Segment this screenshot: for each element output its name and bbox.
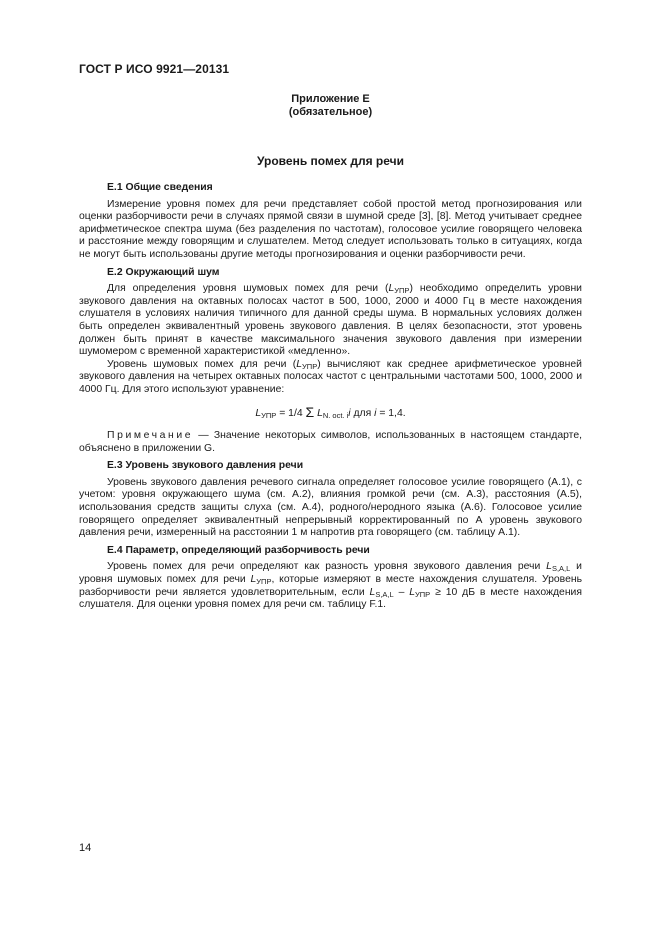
paragraph-e1: Измерение уровня помех для речи представляет собой простой метод прогнозирования или оценки разборчивости речи в случаях прямой связи в шумной среде [3], [8]. Метод учитывает среднее арифметическое спектра шума (без разделения по частотам), голосовое усилие говорящего человека и расстояние между говорящим и слушателем. Метод следует использовать только в ситуациях, когда не могут быть использованы другие методы прогнозирования и оценки разборчивости речи. [79,198,582,260]
section-heading-e4: Е.4 Параметр, определяющий разборчивость речи [107,544,370,556]
note: Примечание — Значение некоторых символов, использованных в настоящем стандарте, объяснено в приложении G. [79,430,582,454]
page-title: Уровень помех для речи [257,154,404,168]
paragraph-e2-1: Для определения уровня шумовых помех для речи $(L_{УПР})$ необходимо определить уровни звукового давления на октавных полосах частот в 500, 1000, 2000 и 4000 Гц в месте нахождения слушателя в условиях наличия типичного для данной среды шума. В нормальных условиях должен быть определен эквивалентный уровень звукового давления. В целях безопасности, этот уровень должен быть принят в качестве максимального значения звукового давления при измерении шумомером с временной характеристикой «медленно». [79,283,582,358]
annex-heading [79,93,582,119]
paragraph-e3: Уровень звукового давления речевого сигнала определяет голосовое усилие говорящего (А.1), с учетом: уровня окружающего шума (см. А.2), влияния громкой речи (см. А.3), расстояния (А.5), использования средств защиты слуха (см. А.4), родного/неродного языка (А.6). Голосовое усилие говорящего определяет эквивалентный непрерывный корректированный по А уровень звукового давления речи, измеренный на расстоянии 1 м напротив рта говорящего (см. таблицу А.1). [79,476,582,539]
note-label: Примечание [107,430,194,442]
document-body [79,182,582,612]
page-number: 14 [79,842,92,854]
section-heading-e2: Е.2 Окружающий шум [107,266,220,278]
section-heading-e1: Е.1 Общие сведения [107,182,213,193]
formula: $L_{УПР} = 1/4$ Σ $L_{N. oct. i}i$ для i = 1,4. [255,403,406,420]
annex-title: Приложение Е [291,93,370,105]
section-heading-e3: Е.3 Уровень звукового давления речи [107,460,304,472]
paragraph-e2-2: Уровень шумовых помех для речи $(L_{УПР})$ вычисляют как среднее арифметическое уровней звукового давления на четырех октавных полосах частот с центральными частотами 500, 1000, 2000 и 4000 Гц. Для этого используют уравнение: [79,358,582,395]
annex-status: (обязательное) [288,106,373,118]
document-header: ГОСТ Р ИСО 9921—20131 [79,62,230,76]
paragraph-e4: Уровень помех для речи определяют как разность уровня звукового давления речи $L_{S,A,L}$ и уровня шумовых помех для речи $L_{УПР}$, которые измеряют в месте нахождения слушателя. Уровень разборчивости речи является удовлетворительным, если $L_{S,A,L} - L_{УПР} \ge 10$ дБ в месте нахождения слушателя. Для оценки уровня помех для речи см. таблицу F.1. [79,561,582,611]
